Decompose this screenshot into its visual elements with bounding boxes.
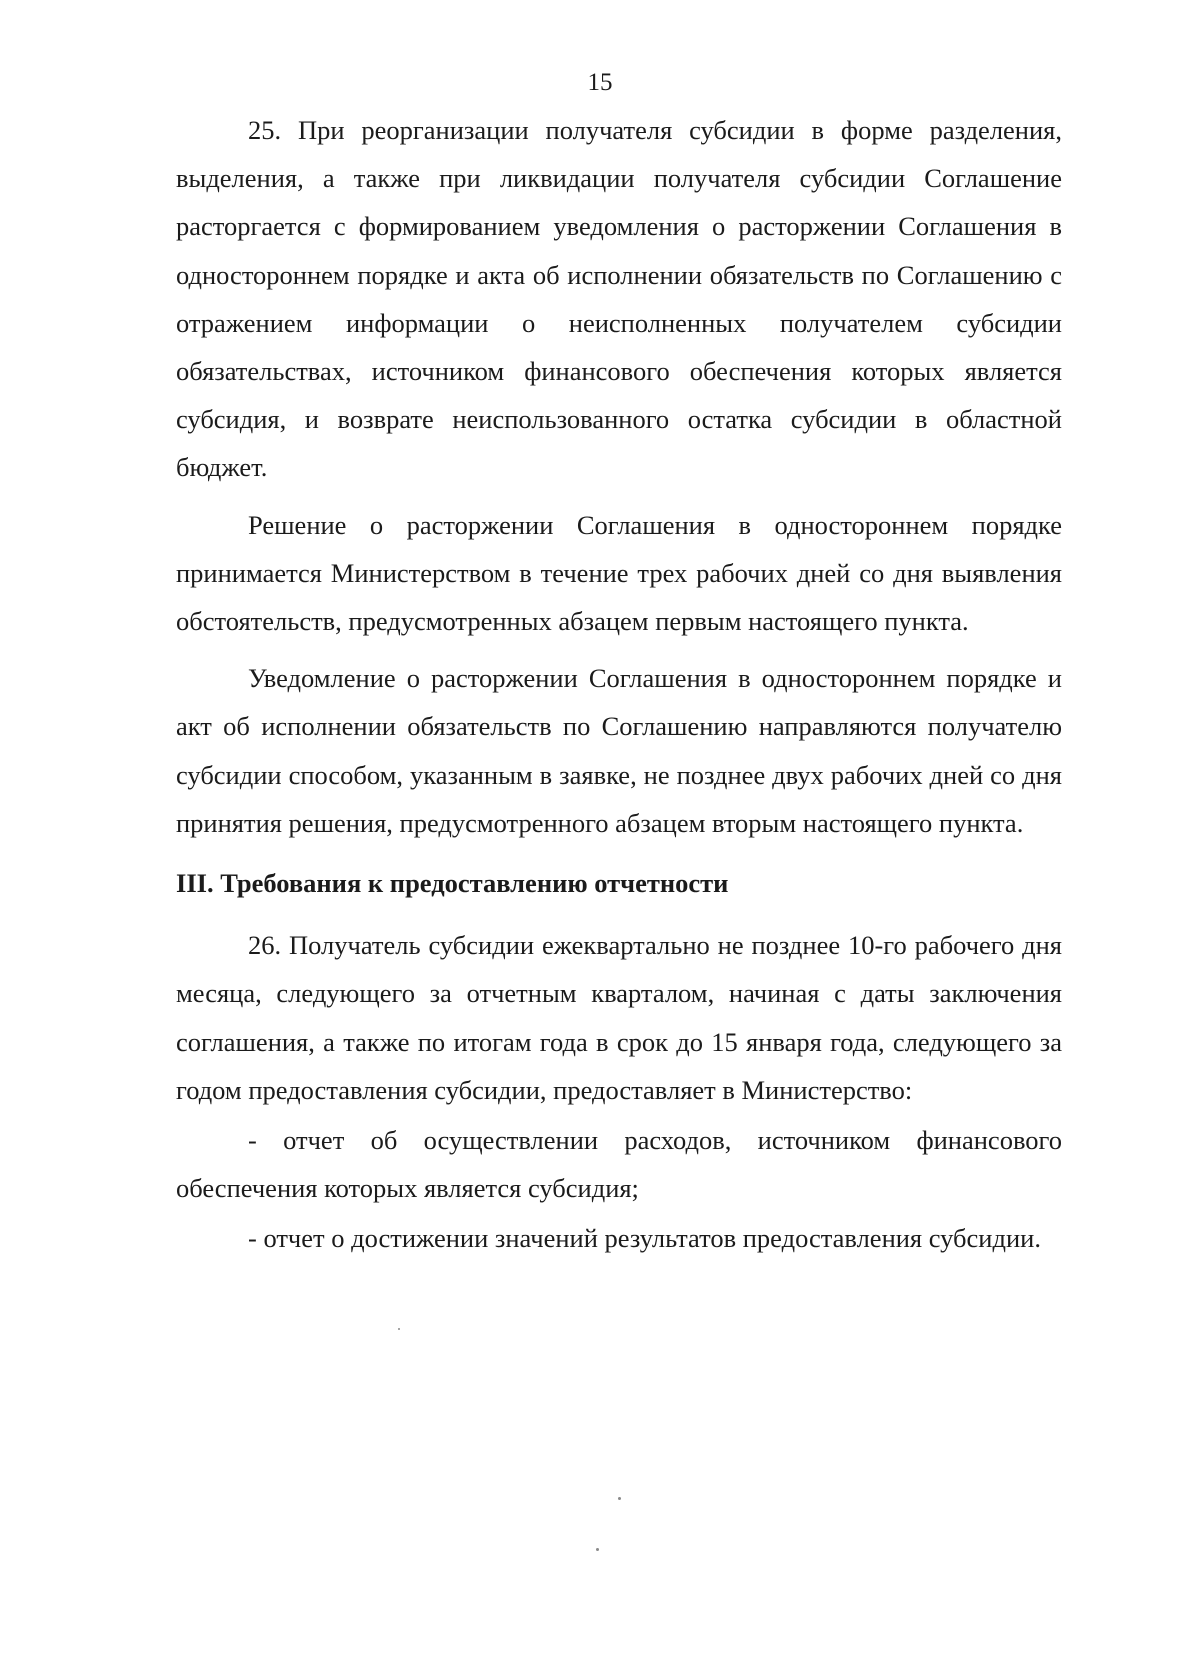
scan-speck [596, 1548, 599, 1551]
list-item-expense-report: - отчет об осуществлении расходов, источником финансового обеспечения которых является субсидия; [176, 1125, 1062, 1204]
list-item-results-report: - отчет о достижении значений результатов предоставления субсидии. [248, 1223, 1041, 1254]
paragraph-25-decision: Решение о расторжении Соглашения в одностороннем порядке принимается Министерством в течение трех рабочих дней со дня выявления обстоятельств, предусмотренных абзацем первым настоящего пункта. [176, 509, 1062, 637]
scan-speck [398, 1328, 400, 1330]
scan-speck [618, 1497, 621, 1500]
section-heading: III. Требования к предоставлению отчетности [176, 868, 729, 899]
paragraph-25-notice: Уведомление о расторжении Соглашения в одностороннем порядке и акт об исполнении обязательств по Соглашению направляются получателю субсидии способом, указанным в заявке, не позднее двух рабочих дней со дня принятия решения, предусмотренного абзацем вторым настоящего пункта. [176, 663, 1062, 838]
document-body [176, 106, 1062, 1263]
paragraph-25-intro: 25. При реорганизации получателя субсидии в форме разделения, выделения, а также при ликвидации получателя субсидии Соглашение расторгается с формированием уведомления о расторжении Соглашения в одностороннем порядке и акта об исполнении обязательств по Соглашению с отражением информации о неисполненных получателем субсидии обязательствах, источником финансового обеспечения которых является субсидия, и возврате неиспользованного остатка субсидии в областной бюджет. [176, 115, 1062, 483]
page-number: 15 [587, 69, 613, 96]
paragraph-26-intro: 26. Получатель субсидии ежеквартально не позднее 10-го рабочего дня месяца, следующего за отчетным кварталом, начиная с даты заключения соглашения, а также по итогам года в срок до 15 января года, следующего за годом предоставления субсидии, предоставляет в Министерство: [176, 930, 1062, 1105]
